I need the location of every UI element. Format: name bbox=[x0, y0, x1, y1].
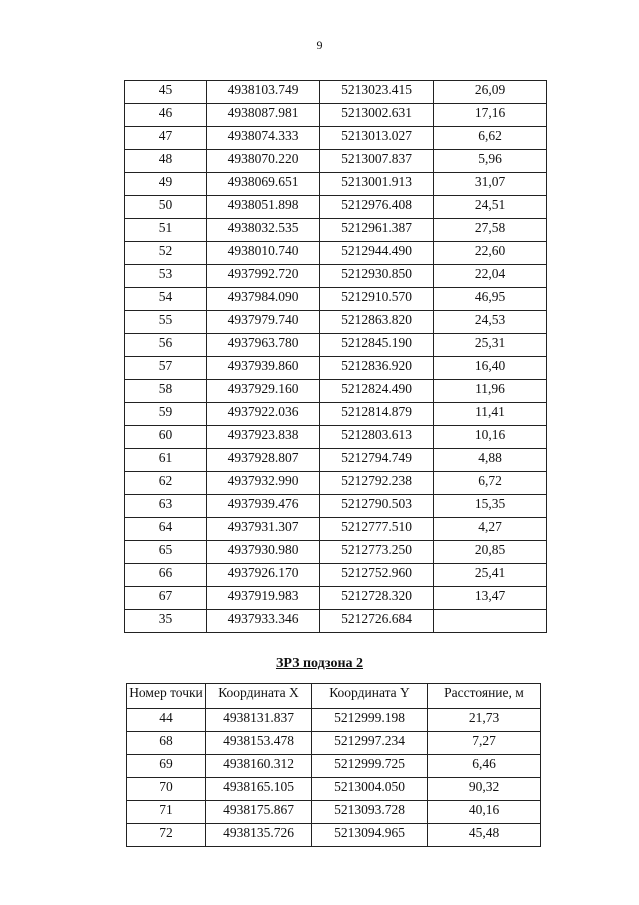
coordinate-y-cell: 5212976.408 bbox=[320, 196, 434, 219]
table-row bbox=[125, 334, 547, 357]
coordinate-y-cell: 5213007.837 bbox=[320, 150, 434, 173]
coordinate-y-cell: 5212845.190 bbox=[320, 334, 434, 357]
coordinate-y-cell: 5212999.725 bbox=[312, 755, 428, 778]
coordinate-x-cell: 4938087.981 bbox=[207, 104, 320, 127]
point-number-cell: 47 bbox=[125, 127, 207, 150]
distance-cell bbox=[434, 610, 547, 633]
coordinates-table bbox=[124, 80, 547, 633]
coordinate-x-cell: 4937984.090 bbox=[207, 288, 320, 311]
coordinate-y-cell: 5212814.879 bbox=[320, 403, 434, 426]
distance-cell: 6,62 bbox=[434, 127, 547, 150]
table-row bbox=[125, 150, 547, 173]
distance-cell: 6,72 bbox=[434, 472, 547, 495]
table-row bbox=[125, 426, 547, 449]
table-row bbox=[125, 173, 547, 196]
coordinate-y-cell: 5212777.510 bbox=[320, 518, 434, 541]
header-coordinate-x: Координата X bbox=[206, 684, 312, 709]
table-row bbox=[127, 824, 541, 847]
point-number-cell: 50 bbox=[125, 196, 207, 219]
distance-cell: 16,40 bbox=[434, 357, 547, 380]
point-number-cell: 57 bbox=[125, 357, 207, 380]
distance-cell: 22,04 bbox=[434, 265, 547, 288]
distance-cell: 24,51 bbox=[434, 196, 547, 219]
coordinate-x-cell: 4937979.740 bbox=[207, 311, 320, 334]
coordinate-y-cell: 5212803.613 bbox=[320, 426, 434, 449]
coordinate-x-cell: 4938074.333 bbox=[207, 127, 320, 150]
point-number-cell: 53 bbox=[125, 265, 207, 288]
coordinate-x-cell: 4937932.990 bbox=[207, 472, 320, 495]
coordinate-x-cell: 4937922.036 bbox=[207, 403, 320, 426]
coordinate-y-cell: 5212944.490 bbox=[320, 242, 434, 265]
coordinate-y-cell: 5213094.965 bbox=[312, 824, 428, 847]
coordinate-x-cell: 4937930.980 bbox=[207, 541, 320, 564]
point-number-cell: 70 bbox=[127, 778, 206, 801]
distance-cell: 10,16 bbox=[434, 426, 547, 449]
coordinates-table-body bbox=[125, 81, 547, 633]
point-number-cell: 46 bbox=[125, 104, 207, 127]
distance-cell: 5,96 bbox=[434, 150, 547, 173]
point-number-cell: 48 bbox=[125, 150, 207, 173]
coordinate-x-cell: 4938051.898 bbox=[207, 196, 320, 219]
header-coordinate-y: Координата Y bbox=[312, 684, 428, 709]
table-row bbox=[125, 472, 547, 495]
coordinate-x-cell: 4938069.651 bbox=[207, 173, 320, 196]
coordinate-x-cell: 4938103.749 bbox=[207, 81, 320, 104]
point-number-cell: 55 bbox=[125, 311, 207, 334]
coordinate-y-cell: 5212726.684 bbox=[320, 610, 434, 633]
table-row bbox=[125, 219, 547, 242]
table-row bbox=[125, 81, 547, 104]
distance-cell: 46,95 bbox=[434, 288, 547, 311]
coordinate-x-cell: 4938032.535 bbox=[207, 219, 320, 242]
table-row bbox=[125, 518, 547, 541]
coordinate-x-cell: 4937992.720 bbox=[207, 265, 320, 288]
coordinate-y-cell: 5212773.250 bbox=[320, 541, 434, 564]
coordinate-x-cell: 4937939.476 bbox=[207, 495, 320, 518]
point-number-cell: 44 bbox=[127, 709, 206, 732]
coordinate-y-cell: 5213023.415 bbox=[320, 81, 434, 104]
point-number-cell: 35 bbox=[125, 610, 207, 633]
coordinate-y-cell: 5212794.749 bbox=[320, 449, 434, 472]
coordinate-x-cell: 4937926.170 bbox=[207, 564, 320, 587]
table-row bbox=[127, 709, 541, 732]
distance-cell: 21,73 bbox=[428, 709, 541, 732]
coordinate-y-cell: 5212728.320 bbox=[320, 587, 434, 610]
coordinate-y-cell: 5213002.631 bbox=[320, 104, 434, 127]
coordinate-x-cell: 4938070.220 bbox=[207, 150, 320, 173]
coordinate-x-cell: 4937939.860 bbox=[207, 357, 320, 380]
point-number-cell: 69 bbox=[127, 755, 206, 778]
table-row bbox=[125, 196, 547, 219]
table-row bbox=[125, 242, 547, 265]
point-number-cell: 67 bbox=[125, 587, 207, 610]
table-header-row bbox=[127, 684, 541, 709]
table-row bbox=[125, 104, 547, 127]
table-row bbox=[125, 541, 547, 564]
distance-cell: 20,85 bbox=[434, 541, 547, 564]
point-number-cell: 65 bbox=[125, 541, 207, 564]
coordinate-x-cell: 4938165.105 bbox=[206, 778, 312, 801]
distance-cell: 22,60 bbox=[434, 242, 547, 265]
point-number-cell: 51 bbox=[125, 219, 207, 242]
point-number-cell: 58 bbox=[125, 380, 207, 403]
coordinate-y-cell: 5213001.913 bbox=[320, 173, 434, 196]
subzone-2-table bbox=[126, 683, 541, 847]
coordinate-y-cell: 5212863.820 bbox=[320, 311, 434, 334]
coordinate-y-cell: 5213013.027 bbox=[320, 127, 434, 150]
coordinate-x-cell: 4938153.478 bbox=[206, 732, 312, 755]
coordinate-y-cell: 5212790.503 bbox=[320, 495, 434, 518]
coordinate-x-cell: 4938160.312 bbox=[206, 755, 312, 778]
distance-cell: 40,16 bbox=[428, 801, 541, 824]
table-row bbox=[127, 778, 541, 801]
distance-cell: 17,16 bbox=[434, 104, 547, 127]
point-number-cell: 61 bbox=[125, 449, 207, 472]
distance-cell: 90,32 bbox=[428, 778, 541, 801]
coordinate-y-cell: 5212910.570 bbox=[320, 288, 434, 311]
coordinate-x-cell: 4937919.983 bbox=[207, 587, 320, 610]
point-number-cell: 54 bbox=[125, 288, 207, 311]
coordinate-x-cell: 4938010.740 bbox=[207, 242, 320, 265]
distance-cell: 4,88 bbox=[434, 449, 547, 472]
point-number-cell: 52 bbox=[125, 242, 207, 265]
coordinate-x-cell: 4937933.346 bbox=[207, 610, 320, 633]
point-number-cell: 64 bbox=[125, 518, 207, 541]
point-number-cell: 68 bbox=[127, 732, 206, 755]
table-row bbox=[125, 495, 547, 518]
table-row bbox=[125, 564, 547, 587]
coordinate-y-cell: 5213093.728 bbox=[312, 801, 428, 824]
point-number-cell: 45 bbox=[125, 81, 207, 104]
table-row bbox=[125, 288, 547, 311]
subzone-2-table-body bbox=[127, 709, 541, 847]
point-number-cell: 56 bbox=[125, 334, 207, 357]
distance-cell: 45,48 bbox=[428, 824, 541, 847]
distance-cell: 13,47 bbox=[434, 587, 547, 610]
table-row bbox=[125, 403, 547, 426]
distance-cell: 26,09 bbox=[434, 81, 547, 104]
coordinate-y-cell: 5212836.920 bbox=[320, 357, 434, 380]
coordinate-x-cell: 4938175.867 bbox=[206, 801, 312, 824]
table-row bbox=[125, 380, 547, 403]
coordinate-y-cell: 5212752.960 bbox=[320, 564, 434, 587]
table-row bbox=[125, 610, 547, 633]
distance-cell: 25,31 bbox=[434, 334, 547, 357]
point-number-cell: 62 bbox=[125, 472, 207, 495]
distance-cell: 31,07 bbox=[434, 173, 547, 196]
coordinate-x-cell: 4937929.160 bbox=[207, 380, 320, 403]
distance-cell: 25,41 bbox=[434, 564, 547, 587]
coordinate-y-cell: 5212824.490 bbox=[320, 380, 434, 403]
coordinate-y-cell: 5212997.234 bbox=[312, 732, 428, 755]
point-number-cell: 59 bbox=[125, 403, 207, 426]
table-row bbox=[127, 755, 541, 778]
distance-cell: 24,53 bbox=[434, 311, 547, 334]
table-row bbox=[127, 732, 541, 755]
table-row bbox=[127, 801, 541, 824]
coordinate-y-cell: 5212961.387 bbox=[320, 219, 434, 242]
point-number-cell: 49 bbox=[125, 173, 207, 196]
coordinate-x-cell: 4937928.807 bbox=[207, 449, 320, 472]
coordinate-y-cell: 5213004.050 bbox=[312, 778, 428, 801]
point-number-cell: 72 bbox=[127, 824, 206, 847]
point-number-cell: 60 bbox=[125, 426, 207, 449]
section-title: ЗРЗ подзона 2 bbox=[275, 656, 364, 671]
point-number-cell: 63 bbox=[125, 495, 207, 518]
table-row bbox=[125, 127, 547, 150]
table-row bbox=[125, 587, 547, 610]
coordinate-y-cell: 5212930.850 bbox=[320, 265, 434, 288]
coordinate-x-cell: 4938135.726 bbox=[206, 824, 312, 847]
coordinate-x-cell: 4938131.837 bbox=[206, 709, 312, 732]
coordinate-x-cell: 4937931.307 bbox=[207, 518, 320, 541]
distance-cell: 11,41 bbox=[434, 403, 547, 426]
table-row bbox=[125, 311, 547, 334]
point-number-cell: 66 bbox=[125, 564, 207, 587]
distance-cell: 15,35 bbox=[434, 495, 547, 518]
distance-cell: 27,58 bbox=[434, 219, 547, 242]
distance-cell: 11,96 bbox=[434, 380, 547, 403]
coordinate-y-cell: 5212792.238 bbox=[320, 472, 434, 495]
table-row bbox=[125, 357, 547, 380]
point-number-cell: 71 bbox=[127, 801, 206, 824]
coordinate-y-cell: 5212999.198 bbox=[312, 709, 428, 732]
coordinate-x-cell: 4937963.780 bbox=[207, 334, 320, 357]
table-row bbox=[125, 449, 547, 472]
header-point-number: Номер точки bbox=[127, 684, 206, 709]
distance-cell: 6,46 bbox=[428, 755, 541, 778]
table-row bbox=[125, 265, 547, 288]
header-distance: Расстояние, м bbox=[428, 684, 541, 709]
distance-cell: 4,27 bbox=[434, 518, 547, 541]
distance-cell: 7,27 bbox=[428, 732, 541, 755]
page-number: 9 bbox=[316, 38, 323, 52]
coordinate-x-cell: 4937923.838 bbox=[207, 426, 320, 449]
